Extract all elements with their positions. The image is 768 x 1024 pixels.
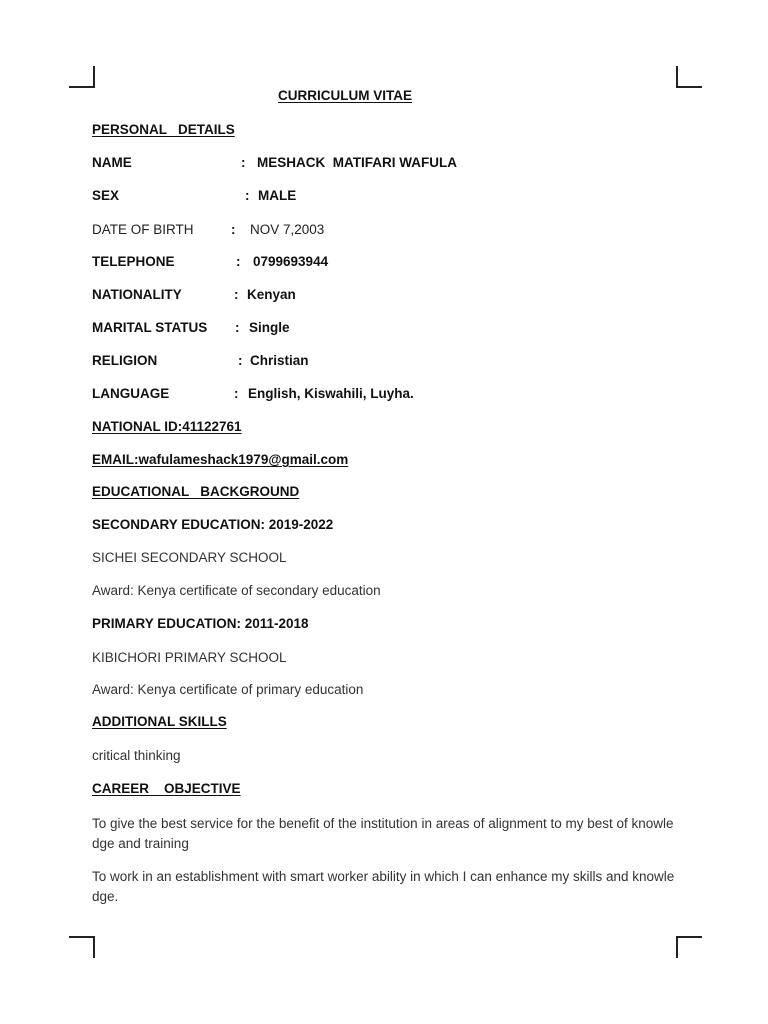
national-id: NATIONAL ID:41122761 bbox=[92, 419, 242, 434]
field-sep: : bbox=[236, 254, 241, 269]
field-sep: : bbox=[238, 353, 243, 368]
field-label-name: NAME bbox=[92, 155, 132, 170]
email-address: EMAIL:wafulameshack1979@gmail.com bbox=[92, 452, 349, 467]
crop-mark-top-right bbox=[676, 66, 702, 88]
field-label-telephone: TELEPHONE bbox=[92, 254, 175, 269]
career-objective-paragraph: To work in an establishment with smart worker ability in which I can enhance my skills and knowledge. bbox=[92, 869, 675, 904]
field-label-language: LANGUAGE bbox=[92, 386, 170, 401]
field-label-sex: SEX bbox=[92, 188, 120, 203]
crop-mark-top-left bbox=[69, 66, 95, 88]
secondary-award: Award: Kenya certificate of secondary education bbox=[92, 583, 381, 598]
career-objective-heading: CAREER OBJECTIVE bbox=[92, 781, 241, 796]
field-label-nationality: NATIONALITY bbox=[92, 287, 182, 302]
field-value-name: MESHACK MATIFARI WAFULA bbox=[257, 155, 457, 170]
primary-education-heading: PRIMARY EDUCATION: 2011-2018 bbox=[92, 616, 309, 631]
primary-award: Award: Kenya certificate of primary education bbox=[92, 682, 364, 697]
field-value-religion: Christian bbox=[250, 353, 309, 368]
field-value-marital-status: Single bbox=[249, 320, 290, 335]
secondary-school-name: SICHEI SECONDARY SCHOOL bbox=[92, 550, 287, 565]
field-value-sex: MALE bbox=[258, 188, 297, 203]
field-sep: : bbox=[245, 188, 250, 203]
field-value-dob: NOV 7,2003 bbox=[250, 222, 325, 237]
field-label-religion: RELIGION bbox=[92, 353, 158, 368]
career-objective-paragraph: To give the best service for the benefit of the institution in areas of alignment to my best of knowledge and training bbox=[92, 816, 674, 851]
secondary-education-heading: SECONDARY EDUCATION: 2019-2022 bbox=[92, 517, 334, 532]
field-sep: : bbox=[234, 287, 239, 302]
field-value-language: English, Kiswahili, Luyha. bbox=[248, 386, 414, 401]
skill-item: critical thinking bbox=[92, 748, 181, 763]
educational-background-heading: EDUCATIONAL BACKGROUND bbox=[92, 484, 300, 499]
document-title: CURRICULUM VITAE bbox=[278, 88, 412, 103]
personal-details-heading: PERSONAL DETAILS bbox=[92, 122, 235, 137]
field-sep: : bbox=[231, 222, 236, 237]
field-label-marital-status: MARITAL STATUS bbox=[92, 320, 208, 335]
primary-school-name: KIBICHORI PRIMARY SCHOOL bbox=[92, 650, 287, 665]
field-value-telephone: 0799693944 bbox=[253, 254, 329, 269]
field-label-dob: DATE OF BIRTH bbox=[92, 222, 194, 237]
field-value-nationality: Kenyan bbox=[247, 287, 296, 302]
field-sep: : bbox=[235, 320, 240, 335]
field-sep: : bbox=[234, 386, 239, 401]
crop-mark-bottom-right bbox=[676, 936, 702, 958]
field-sep: : bbox=[241, 155, 246, 170]
crop-mark-bottom-left bbox=[69, 936, 95, 958]
additional-skills-heading: ADDITIONAL SKILLS bbox=[92, 714, 227, 729]
